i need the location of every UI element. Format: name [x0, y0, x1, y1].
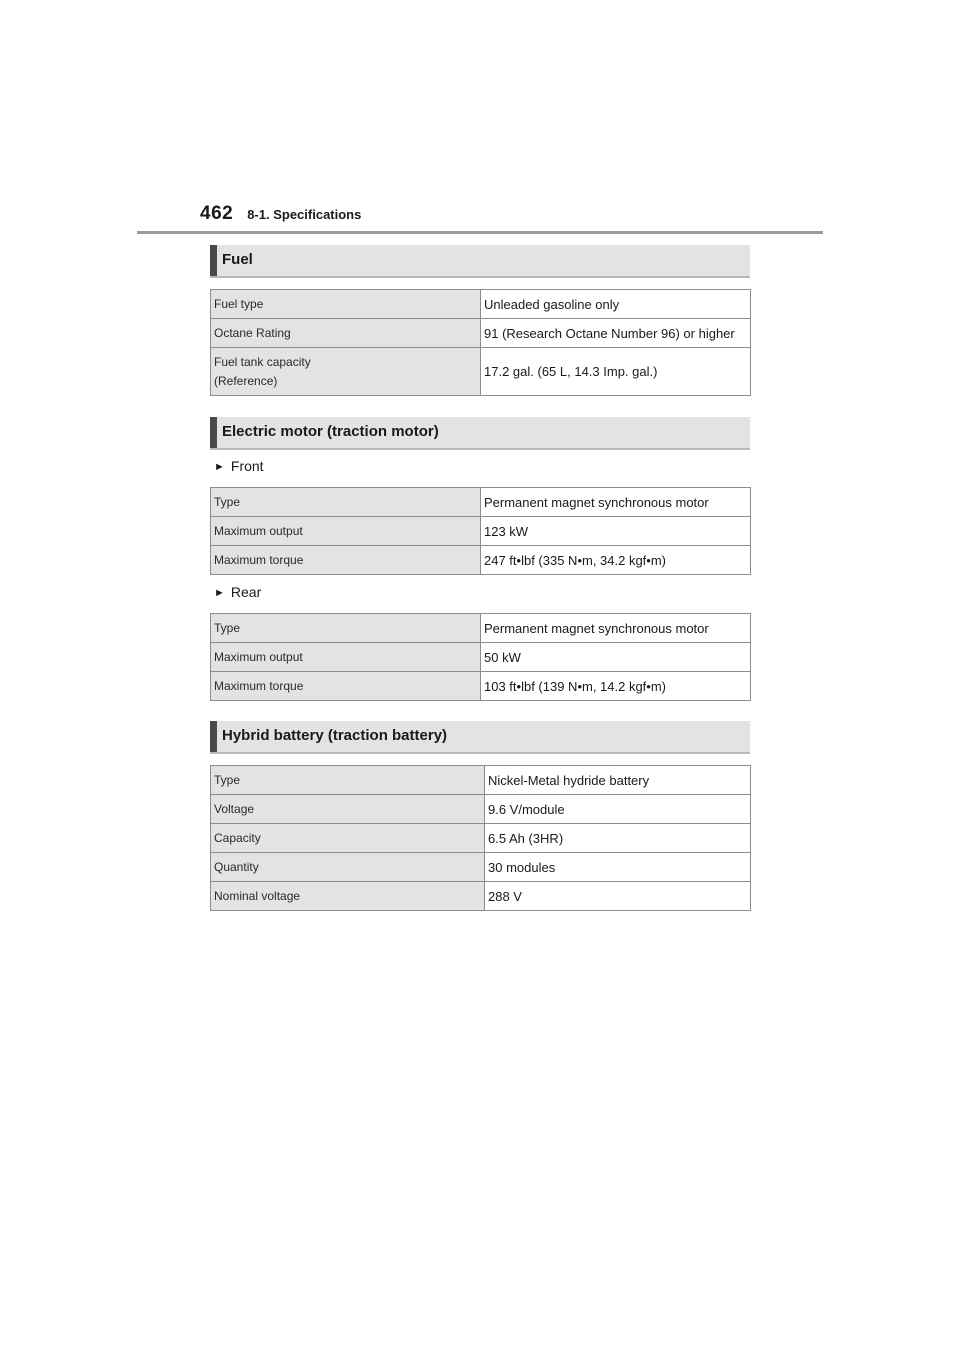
heading-accent-bar — [210, 417, 217, 448]
triangle-bullet-icon: ► — [214, 461, 225, 473]
battery-section-heading — [210, 721, 750, 754]
spec-value: 103 ft•lbf (139 N•m, 14.2 kgf•m) — [481, 672, 751, 701]
heading-accent-bar — [210, 721, 217, 752]
battery-section-title: Hybrid battery (traction battery) — [222, 727, 448, 744]
table-row — [211, 348, 751, 396]
spec-value: 50 kW — [481, 643, 751, 672]
spec-label: Type — [211, 614, 481, 643]
spec-value: 247 ft•lbf (335 N•m, 34.2 kgf•m) — [481, 546, 751, 575]
motor-section-title: Electric motor (traction motor) — [222, 423, 439, 440]
table-row — [211, 824, 751, 853]
spec-value: 17.2 gal. (65 L, 14.3 Imp. gal.) — [481, 348, 751, 396]
spec-label: Maximum torque — [211, 546, 481, 575]
spec-label: Maximum output — [211, 643, 481, 672]
spec-label: Fuel type — [211, 290, 481, 319]
spec-value: 123 kW — [481, 517, 751, 546]
table-row — [211, 766, 751, 795]
spec-label: Type — [211, 488, 481, 517]
spec-label: Maximum torque — [211, 672, 481, 701]
table-row — [211, 795, 751, 824]
table-row — [211, 546, 751, 575]
spec-value: 91 (Research Octane Number 96) or higher — [481, 319, 751, 348]
spec-value: Unleaded gasoline only — [481, 290, 751, 319]
rear-motor-spec-table — [210, 613, 751, 701]
spec-label: Capacity — [211, 824, 485, 853]
page-number: 462 — [200, 203, 234, 224]
heading-accent-bar — [210, 245, 217, 276]
table-row — [211, 488, 751, 517]
page-header — [200, 203, 361, 225]
spec-value: 288 V — [485, 882, 751, 911]
spec-value: Nickel-Metal hydride battery — [485, 766, 751, 795]
spec-label: Maximum output — [211, 517, 481, 546]
front-subheading — [214, 458, 264, 474]
table-row — [211, 517, 751, 546]
chapter-section-title: 8-1. Specifications — [247, 207, 362, 222]
fuel-section-title: Fuel — [222, 251, 253, 268]
header-divider — [137, 231, 823, 234]
front-motor-spec-table — [210, 487, 751, 575]
rear-label: Rear — [230, 584, 262, 600]
fuel-section-heading — [210, 245, 750, 278]
table-row — [211, 882, 751, 911]
table-row — [211, 614, 751, 643]
table-row — [211, 290, 751, 319]
spec-label: Octane Rating — [211, 319, 481, 348]
table-row — [211, 672, 751, 701]
spec-label: Quantity — [211, 853, 485, 882]
spec-label: Fuel tank capacity (Reference) — [211, 348, 481, 396]
table-row — [211, 643, 751, 672]
spec-value: 30 modules — [485, 853, 751, 882]
table-row — [211, 853, 751, 882]
motor-section-heading — [210, 417, 750, 450]
spec-label: Nominal voltage — [211, 882, 485, 911]
spec-label: Voltage — [211, 795, 485, 824]
front-label: Front — [230, 458, 264, 474]
spec-value: 6.5 Ah (3HR) — [485, 824, 751, 853]
fuel-spec-table — [210, 289, 751, 396]
spec-label: Type — [211, 766, 485, 795]
spec-value: 9.6 V/module — [485, 795, 751, 824]
table-row — [211, 319, 751, 348]
triangle-bullet-icon: ► — [214, 587, 225, 599]
spec-value: Permanent magnet synchronous motor — [481, 614, 751, 643]
spec-value: Permanent magnet synchronous motor — [481, 488, 751, 517]
battery-spec-table — [210, 765, 751, 911]
rear-subheading — [214, 584, 261, 600]
